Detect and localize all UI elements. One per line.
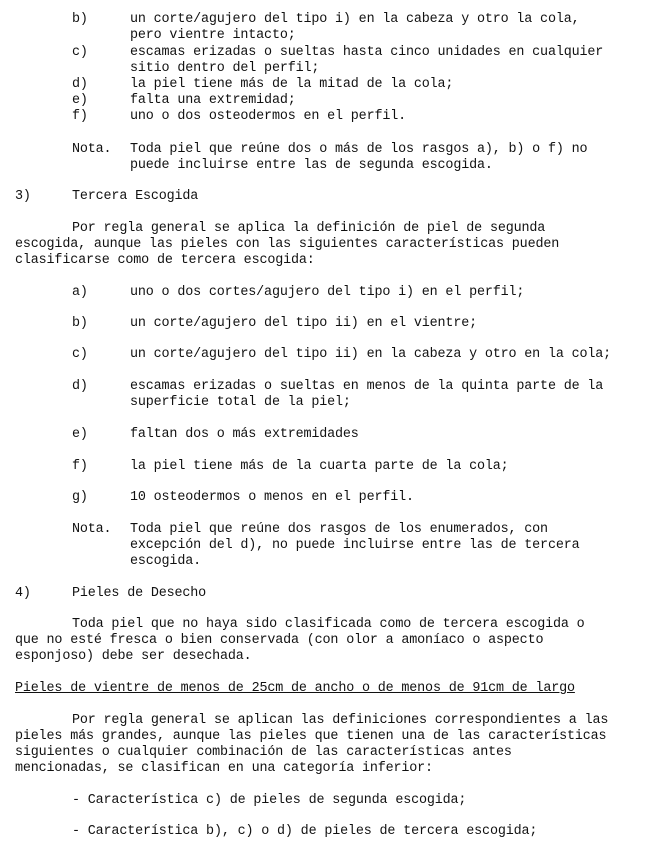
paragraph-line: clasificarse como de tercera escogida: <box>15 253 315 268</box>
paragraph-line: Por regla general se aplican las definiciones correspondientes a las <box>72 713 609 728</box>
paragraph-line: Toda piel que no haya sido clasificada como de tercera escogida o <box>72 617 585 632</box>
note-text: escogida. <box>130 554 201 569</box>
list-item-text: un corte/agujero del tipo i) en la cabeza y otro la cola, <box>130 12 580 27</box>
list-item-text: falta una extremidad; <box>130 93 296 108</box>
paragraph-line: pieles más grandes, aunque las pieles que tienen una de las características <box>15 729 607 744</box>
list-item-text: 10 osteodermos o menos en el perfil. <box>130 490 414 505</box>
list-item-text: la piel tiene más de la cuarta parte de la cola; <box>130 459 509 474</box>
subsection-heading: Pieles de vientre de menos de 25cm de ancho o de menos de 91cm de largo <box>15 681 575 696</box>
bullet-item: - Característica c) de pieles de segunda escogida; <box>72 793 467 808</box>
paragraph-line: que no esté fresca o bien conservada (con olor a amoníaco o aspecto <box>15 633 544 648</box>
list-item-text: sitio dentro del perfil; <box>130 61 320 76</box>
list-label: d) <box>72 77 88 92</box>
paragraph-line: mencionadas, se clasifican en una categoría inferior: <box>15 761 433 776</box>
note-text: Toda piel que reúne dos o más de los rasgos a), b) o f) no <box>130 142 588 157</box>
bullet-item: - Característica b), c) o d) de pieles de tercera escogida; <box>72 824 538 839</box>
list-item-text: uno o dos osteodermos en el perfil. <box>130 109 406 124</box>
section-number: 4) <box>15 586 31 601</box>
list-item-text: superficie total de la piel; <box>130 395 351 410</box>
note-label: Nota. <box>72 522 112 537</box>
list-item-text: un corte/agujero del tipo ii) en el vientre; <box>130 316 477 331</box>
note-text: Toda piel que reúne dos rasgos de los enumerados, con <box>130 522 548 537</box>
list-item-text: faltan dos o más extremidades <box>130 427 359 442</box>
list-label: f) <box>72 109 88 124</box>
list-item-text: escamas erizadas o sueltas hasta cinco unidades en cualquier <box>130 45 604 60</box>
paragraph-line: escogida, aunque las pieles con las siguientes características pueden <box>15 237 560 252</box>
list-label: f) <box>72 459 88 474</box>
paragraph-line: Por regla general se aplica la definición de piel de segunda <box>72 221 546 236</box>
list-item-text: pero vientre intacto; <box>130 28 296 43</box>
section-number: 3) <box>15 189 31 204</box>
list-label: a) <box>72 285 88 300</box>
list-label: b) <box>72 316 88 331</box>
list-label: e) <box>72 93 88 108</box>
note-label: Nota. <box>72 142 112 157</box>
note-text: excepción del d), no puede incluirse entre las de tercera <box>130 538 580 553</box>
list-item-text: la piel tiene más de la mitad de la cola; <box>130 77 454 92</box>
list-label: c) <box>72 45 88 60</box>
list-item-text: un corte/agujero del tipo ii) en la cabeza y otro en la cola; <box>130 347 612 362</box>
list-label: d) <box>72 379 88 394</box>
note-text: puede incluirse entre las de segunda escogida. <box>130 158 493 173</box>
list-label: c) <box>72 347 88 362</box>
list-item-text: escamas erizadas o sueltas en menos de la quinta parte de la <box>130 379 604 394</box>
list-label: e) <box>72 427 88 442</box>
list-item-text: uno o dos cortes/agujero del tipo i) en el perfil; <box>130 285 525 300</box>
paragraph-line: esponjoso) debe ser desechada. <box>15 649 252 664</box>
list-label: b) <box>72 12 88 27</box>
section-title: Tercera Escogida <box>72 189 199 204</box>
section-title: Pieles de Desecho <box>72 586 207 601</box>
paragraph-line: siguientes o cualquier combinación de las características antes <box>15 745 512 760</box>
list-label: g) <box>72 490 88 505</box>
